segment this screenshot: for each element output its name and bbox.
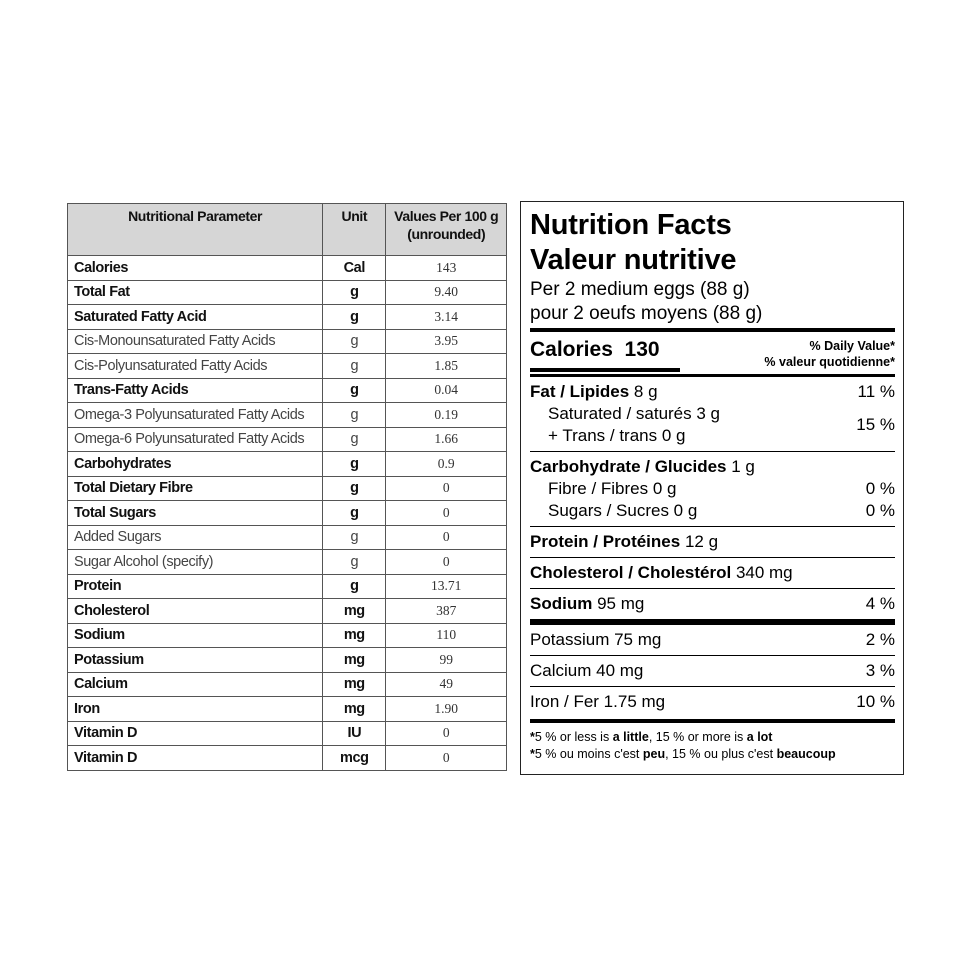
value-cell bbox=[386, 648, 507, 673]
unit-cell-text: mg bbox=[343, 676, 365, 693]
fibre-text: Fibre / Fibres 0 g bbox=[548, 479, 677, 498]
unit-cell-text: mcg bbox=[339, 749, 369, 766]
unit-cell bbox=[323, 574, 386, 599]
value-cell-text: 49 bbox=[439, 676, 453, 692]
calories-value: 130 bbox=[624, 338, 660, 361]
table-row bbox=[68, 280, 507, 305]
value-cell bbox=[386, 501, 507, 526]
unit-cell bbox=[323, 354, 386, 379]
dv-fr: % valeur quotidienne* bbox=[764, 355, 895, 369]
unit-cell-text: g bbox=[350, 455, 359, 472]
table-row bbox=[68, 672, 507, 697]
unit-cell-text: g bbox=[350, 504, 359, 521]
carb-label: Carbohydrate / Glucides bbox=[530, 457, 727, 476]
table-row bbox=[68, 501, 507, 526]
sugars-text: Sugars / Sucres 0 g bbox=[548, 501, 698, 520]
param-cell-text: Saturated Fatty Acid bbox=[74, 308, 207, 325]
unit-cell bbox=[323, 305, 386, 330]
unit-cell bbox=[323, 256, 386, 281]
cholesterol-row bbox=[530, 562, 895, 584]
fibre-pct: 0 % bbox=[865, 479, 895, 498]
header-values bbox=[386, 204, 507, 256]
calcium-text: Calcium 40 mg bbox=[530, 661, 644, 680]
value-cell bbox=[386, 378, 507, 403]
daily-value-header bbox=[764, 338, 895, 370]
param-cell-text: Cis-Polyunsaturated Fatty Acids bbox=[74, 357, 268, 374]
param-cell-text: Calories bbox=[74, 259, 129, 276]
param-cell bbox=[68, 746, 323, 771]
unit-cell bbox=[323, 697, 386, 722]
unit-cell bbox=[323, 525, 386, 550]
value-cell-text: 0 bbox=[442, 529, 450, 545]
param-cell bbox=[68, 525, 323, 550]
protein-section bbox=[530, 527, 895, 557]
unit-cell bbox=[323, 476, 386, 501]
param-cell-text: Total Dietary Fibre bbox=[74, 480, 193, 497]
unit-cell-text: g bbox=[350, 578, 359, 595]
calcium-row bbox=[530, 660, 895, 682]
unit-cell-text: Cal bbox=[343, 259, 365, 276]
value-cell-text: 0 bbox=[442, 480, 450, 496]
fat-pct: 11 % bbox=[857, 382, 895, 401]
param-cell bbox=[68, 599, 323, 624]
value-cell bbox=[386, 697, 507, 722]
param-cell bbox=[68, 672, 323, 697]
unit-cell-text: g bbox=[350, 382, 359, 399]
serving-fr: pour 2 oeufs moyens (88 g) bbox=[530, 303, 763, 324]
value-cell-text: 1.90 bbox=[434, 700, 459, 716]
value-cell bbox=[386, 525, 507, 550]
iron-section bbox=[530, 687, 895, 717]
footnote-fr-a: 5 % ou moins c'est bbox=[534, 747, 643, 761]
unit-cell-text: mg bbox=[343, 602, 365, 619]
unit-cell bbox=[323, 501, 386, 526]
value-cell bbox=[386, 452, 507, 477]
param-cell bbox=[68, 501, 323, 526]
value-cell-text: 3.14 bbox=[434, 308, 459, 324]
table-row bbox=[68, 403, 507, 428]
table-row bbox=[68, 329, 507, 354]
value-cell-text: 0 bbox=[442, 553, 450, 569]
dv-en: % Daily Value* bbox=[809, 339, 895, 353]
unit-cell-text: g bbox=[350, 357, 359, 374]
table-row bbox=[68, 452, 507, 477]
protein-amount: 12 g bbox=[684, 532, 719, 551]
value-cell-text: 387 bbox=[436, 602, 457, 618]
value-cell bbox=[386, 623, 507, 648]
param-cell-text: Vitamin D bbox=[74, 749, 138, 766]
carb-amount: 1 g bbox=[731, 457, 755, 476]
unit-cell-text: g bbox=[350, 284, 359, 301]
sat-trans-pct: 15 % bbox=[856, 415, 895, 434]
value-cell-text: 110 bbox=[436, 627, 457, 643]
fibre-row bbox=[530, 478, 895, 500]
footnote-fr-c: , 15 % ou plus c'est bbox=[665, 747, 777, 761]
value-cell-text: 0.04 bbox=[434, 382, 459, 398]
sodium-row bbox=[530, 593, 895, 615]
header-values-line2: (unrounded) bbox=[407, 226, 486, 242]
table-row bbox=[68, 378, 507, 403]
sat-trans-block bbox=[530, 403, 895, 447]
value-cell bbox=[386, 599, 507, 624]
footnote-fr-b2: beaucoup bbox=[776, 747, 836, 761]
sodium-label: Sodium bbox=[530, 594, 593, 613]
param-cell-text: Vitamin D bbox=[74, 725, 138, 742]
param-cell bbox=[68, 550, 323, 575]
unit-cell-text: g bbox=[350, 480, 359, 497]
iron-text: Iron / Fer 1.75 mg bbox=[530, 692, 666, 711]
table-header-row bbox=[68, 204, 507, 256]
value-cell bbox=[386, 574, 507, 599]
sodium-pct: 4 % bbox=[865, 594, 895, 613]
param-cell-text: Calcium bbox=[74, 676, 128, 693]
sodium-section bbox=[530, 589, 895, 619]
footnote-en bbox=[530, 729, 895, 746]
param-cell bbox=[68, 721, 323, 746]
value-cell bbox=[386, 427, 507, 452]
header-unit: Unit bbox=[323, 204, 386, 256]
param-cell-text: Omega-3 Polyunsaturated Fatty Acids bbox=[74, 406, 305, 423]
param-cell bbox=[68, 623, 323, 648]
value-cell-text: 9.40 bbox=[434, 284, 459, 300]
unit-cell bbox=[323, 329, 386, 354]
value-cell-text: 143 bbox=[436, 259, 457, 275]
nutrition-facts-label bbox=[520, 201, 904, 775]
table-row bbox=[68, 697, 507, 722]
value-cell bbox=[386, 476, 507, 501]
value-cell-text: 1.66 bbox=[434, 431, 459, 447]
param-cell-text: Cis-Monounsaturated Fatty Acids bbox=[74, 333, 276, 350]
footnote-en-a: 5 % or less is bbox=[534, 730, 613, 744]
cholesterol-label: Cholesterol / Cholestérol bbox=[530, 563, 732, 582]
value-cell bbox=[386, 280, 507, 305]
param-cell bbox=[68, 697, 323, 722]
potassium-text: Potassium 75 mg bbox=[530, 630, 662, 649]
param-cell-text: Omega-6 Polyunsaturated Fatty Acids bbox=[74, 431, 305, 448]
param-cell bbox=[68, 305, 323, 330]
param-cell bbox=[68, 256, 323, 281]
fat-label: Fat / Lipides bbox=[530, 382, 630, 401]
unit-cell bbox=[323, 672, 386, 697]
value-cell bbox=[386, 329, 507, 354]
footnote-en-c: , 15 % or more is bbox=[648, 730, 747, 744]
serving-en: Per 2 medium eggs (88 g) bbox=[530, 279, 750, 300]
potassium-row bbox=[530, 629, 895, 651]
param-cell bbox=[68, 354, 323, 379]
param-cell bbox=[68, 427, 323, 452]
value-cell-text: 3.95 bbox=[434, 333, 459, 349]
param-cell-text: Total Sugars bbox=[74, 504, 156, 521]
param-cell bbox=[68, 280, 323, 305]
unit-cell bbox=[323, 648, 386, 673]
unit-cell bbox=[323, 746, 386, 771]
header-values-line1: Values Per 100 g bbox=[394, 208, 499, 224]
param-cell-text: Protein bbox=[74, 578, 122, 595]
unit-cell bbox=[323, 378, 386, 403]
value-cell bbox=[386, 721, 507, 746]
cholesterol-section bbox=[530, 558, 895, 588]
fat-amount: 8 g bbox=[633, 382, 658, 401]
unit-cell-text: g bbox=[350, 431, 359, 448]
param-cell-text: Trans-Fatty Acids bbox=[74, 382, 189, 399]
value-cell-text: 99 bbox=[439, 651, 453, 667]
param-cell-text: Added Sugars bbox=[74, 529, 162, 546]
param-cell-text: Iron bbox=[74, 700, 100, 717]
param-cell bbox=[68, 648, 323, 673]
footnote-en-b1: a little bbox=[612, 730, 649, 744]
table-row bbox=[68, 305, 507, 330]
unit-cell bbox=[323, 427, 386, 452]
calories-row bbox=[530, 332, 895, 374]
unit-cell-text: mg bbox=[343, 627, 365, 644]
calories-underline bbox=[530, 368, 680, 372]
unit-cell bbox=[323, 623, 386, 648]
param-cell bbox=[68, 452, 323, 477]
unit-cell bbox=[323, 280, 386, 305]
sodium-amount: 95 mg bbox=[597, 594, 645, 613]
table-row bbox=[68, 599, 507, 624]
param-cell bbox=[68, 378, 323, 403]
unit-cell-text: IU bbox=[347, 725, 362, 742]
saturated-row: Saturated / saturés 3 g bbox=[548, 404, 720, 423]
value-cell-text: 0 bbox=[442, 749, 450, 765]
title-en: Nutrition Facts bbox=[530, 209, 732, 241]
table-row bbox=[68, 427, 507, 452]
table-row bbox=[68, 354, 507, 379]
unit-cell-text: mg bbox=[343, 651, 365, 668]
table-row bbox=[68, 648, 507, 673]
value-cell-text: 0.19 bbox=[434, 406, 459, 422]
unit-cell bbox=[323, 452, 386, 477]
unit-cell-text: mg bbox=[343, 700, 365, 717]
carb-section bbox=[530, 452, 895, 526]
param-cell-text: Cholesterol bbox=[74, 602, 150, 619]
param-cell bbox=[68, 574, 323, 599]
sugars-row bbox=[530, 500, 895, 522]
unit-cell-text: g bbox=[350, 553, 359, 570]
param-cell bbox=[68, 329, 323, 354]
param-cell-text: Carbohydrates bbox=[74, 455, 172, 472]
value-cell bbox=[386, 354, 507, 379]
trans-row: + Trans / trans 0 g bbox=[548, 426, 686, 445]
potassium-section bbox=[530, 625, 895, 655]
value-cell-text: 0 bbox=[442, 504, 450, 520]
value-cell bbox=[386, 672, 507, 697]
title-fr: Valeur nutritive bbox=[530, 244, 737, 276]
nutritional-parameter-table bbox=[67, 203, 507, 771]
footnote-star: * bbox=[530, 730, 535, 744]
header-parameter: Nutritional Parameter bbox=[68, 204, 323, 256]
table-row bbox=[68, 746, 507, 771]
potassium-pct: 2 % bbox=[865, 630, 895, 649]
fat-section bbox=[530, 377, 895, 451]
footnote-fr-b1: peu bbox=[642, 747, 666, 761]
calories-text bbox=[530, 338, 660, 362]
param-cell-text: Total Fat bbox=[74, 284, 130, 301]
table-row bbox=[68, 721, 507, 746]
param-cell bbox=[68, 476, 323, 501]
calcium-section bbox=[530, 656, 895, 686]
unit-cell-text: g bbox=[350, 529, 359, 546]
value-cell bbox=[386, 403, 507, 428]
value-cell bbox=[386, 746, 507, 771]
calcium-pct: 3 % bbox=[865, 661, 895, 680]
table-row bbox=[68, 256, 507, 281]
footnote-star: * bbox=[530, 747, 535, 761]
table-row bbox=[68, 623, 507, 648]
unit-cell-text: g bbox=[350, 406, 359, 423]
fat-row bbox=[530, 381, 895, 403]
unit-cell bbox=[323, 403, 386, 428]
param-cell-text: Sodium bbox=[74, 627, 125, 644]
iron-pct: 10 % bbox=[856, 692, 895, 711]
value-cell-text: 0.9 bbox=[437, 455, 455, 471]
footnote bbox=[530, 723, 895, 763]
value-cell-text: 0 bbox=[442, 725, 450, 741]
footnote-en-b2: a lot bbox=[746, 730, 773, 744]
table-body bbox=[68, 256, 507, 771]
value-cell-text: 1.85 bbox=[434, 357, 459, 373]
unit-cell bbox=[323, 599, 386, 624]
value-cell bbox=[386, 550, 507, 575]
calories-label: Calories bbox=[530, 338, 613, 361]
protein-row bbox=[530, 531, 895, 553]
table-row bbox=[68, 574, 507, 599]
table-row bbox=[68, 476, 507, 501]
table-row bbox=[68, 525, 507, 550]
sugars-pct: 0 % bbox=[865, 501, 895, 520]
footnote-fr bbox=[530, 746, 895, 763]
iron-row bbox=[530, 691, 895, 713]
param-cell-text: Sugar Alcohol (specify) bbox=[74, 553, 214, 570]
unit-cell bbox=[323, 550, 386, 575]
value-cell bbox=[386, 256, 507, 281]
value-cell-text: 13.71 bbox=[431, 578, 462, 594]
unit-cell bbox=[323, 721, 386, 746]
param-cell bbox=[68, 403, 323, 428]
carb-row bbox=[530, 456, 895, 478]
unit-cell-text: g bbox=[350, 308, 359, 325]
value-cell bbox=[386, 305, 507, 330]
param-cell-text: Potassium bbox=[74, 651, 144, 668]
protein-label: Protein / Protéines bbox=[530, 532, 681, 551]
unit-cell-text: g bbox=[350, 333, 359, 350]
cholesterol-amount: 340 mg bbox=[735, 563, 793, 582]
table-row bbox=[68, 550, 507, 575]
